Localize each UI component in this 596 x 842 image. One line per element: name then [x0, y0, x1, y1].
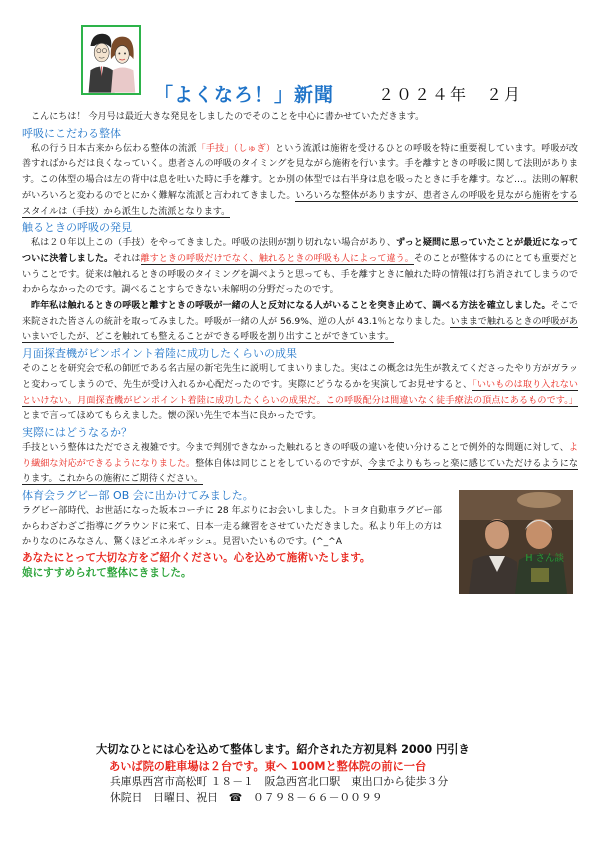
text-run: 私の行う日本古来から伝わる整体の流派: [31, 143, 197, 154]
text-run: という流派は施術を受けるひとの呼吸を特に重要視しています。呼吸が改善すればからだは良くなっていく。患者さんの呼吸のタイミングを見ながら施術を行います。手を離すときの呼吸に関して法則があります。この体型の場合は左の背中は息を吐いた時に手を離す。とか別の体型では右半身は息を吸ったときに手を離す。など…。法則の解釈がいろいろと変わるのでとにかく難解な流派と言われてきました。: [22, 143, 578, 201]
text-run: そのことが整体するのにとても重要だということです。従来は触れるときの呼吸のタイミングを調べようと思っても、手を離すときに触れた時の情報は打ち消されてしまうのでわからなかったのです。調べることすらできない未解明の分野だったのです。: [22, 253, 578, 296]
section-text-rugby: ラグビー部時代、お世話になった坂本コーチに 28 年ぶりにお会いしました。トヨタ自動車ラグビー部からわざわざご指導にグラウンドに来て、日本一走る練習をさせていただきました。私より年上の方はかりなのにみなさん、驚くほどエネルギッシュ。見習いたいものです。(^_^A: [22, 506, 442, 548]
clinic-hours-phone: 休院日 日曜日、祝日 ☎ ０７９８－６６－００９９: [110, 791, 383, 804]
text-run: 私は２０年以上この（手技）をやってきました。呼吸の法則が割り切れない場合があり、: [31, 238, 397, 249]
section-heading-discovery: 触るときの呼吸の発見: [22, 221, 132, 235]
referral-discount: 大切なひとには心を込めて整体します。紹介された方初見料 2000 円引き: [96, 743, 470, 756]
highlight-text: 「手技」（しゅぎ）: [196, 143, 276, 154]
bold-text: ずっと疑問に思っていたことが最近になってついに決着しました。: [22, 238, 578, 264]
section-heading-in-practice: 実際にはどうなるか？: [22, 425, 132, 439]
caricature-couple-icon: [83, 27, 139, 93]
underlined-text: いままで触れるときの呼吸があいまいでしたが、どこを触れても整えることができる呼吸を割り出すことができています。: [22, 316, 578, 343]
highlight-text: 「いいものは取り入れないといけない。月面探査機がピンポイント着陸に成功したくらいの成果だ。この呼吸配分は間違いなく徒手療法の頂点にあるものです。」: [22, 379, 578, 406]
text-run: 手技という整体はただでさえ複雑です。今まで判別できなかった触れるときの呼吸の違いを使い分けることで例外的な問題に対して、: [22, 442, 569, 453]
section-heading-rugby: 体育会ラグビー部 OB 会に出かけてみました。: [22, 489, 254, 503]
highlight-text: 離すときの呼吸だけでなく、触れるときの呼吸も人によって違う。: [140, 253, 414, 264]
underlined-text: いろいろな整体がありますが、患者さんの呼吸を見ながら施術をするスタイルは（手技）から派生した流派となります。: [22, 190, 578, 217]
section-heading-moon-landing: 月面探査機がピンポイント着陸に成功したくらいの成果: [22, 347, 297, 361]
text-run: 整体自体は同じことをしているのですが、: [195, 458, 369, 469]
text-run: とまで言ってほめてもらえました。懐の深い先生で本当に良かったです。: [22, 411, 322, 422]
underlined-text: 今までよりもちっと楽に感じていただけるようになります。これからの施術にご期待ください。: [22, 458, 578, 485]
section-text-moon-landing: [22, 362, 578, 425]
section-text-discovery-2: [22, 299, 578, 346]
clinic-address: 兵庫県西宮市高松町 １８－１ 阪急西宮北口駅 東出口から徒歩３分: [110, 775, 449, 788]
text-run: それは: [113, 253, 141, 264]
section-text-breathing: [22, 142, 578, 221]
highlight-text: より繊細な対応ができるようになりました。: [22, 442, 578, 469]
closing-message: あなたにとって大切な方をご紹介ください。心を込めて施術いたします。: [22, 552, 371, 565]
parking-info: あいば院の駐車場は２台です。東へ 100Mと整体院の前に一台: [109, 760, 427, 773]
text-run: そこで来院された皆さんの統計を取ってみました。呼吸が一緒の人が 56.9%、逆の人が 43.1％となりました。: [22, 301, 578, 327]
section-heading-breathing: 呼吸にこだわる整体: [22, 126, 121, 140]
intro-text: こんにちは！ 今月号は最近大きな発見をしましたのでそのことを中心に書かせていただきます。: [31, 112, 425, 122]
caricature-logo: [81, 25, 141, 95]
section-text-in-practice: [22, 441, 578, 488]
issue-date: ２０２４年 ２月: [378, 85, 523, 104]
testimonial-attribution: H さん談: [525, 553, 564, 565]
newsletter-title: 「よくなろ！」新聞: [154, 84, 335, 106]
section-text-discovery-1: [22, 236, 578, 299]
text-run: そのことを研究会で私の師匠である名古屋の新宅先生に説明してまいりました。実はこの概念は先生が教えてくださったやり方がガラッと変わってしまうので、先生が受け入れるか心配だったのです。実際にどうなるかを実演してお見せすると、: [22, 364, 578, 390]
testimonial-text: 娘にすすめられて整体にきました。: [22, 567, 192, 580]
bold-text: 昨年私は触れるときの呼吸と離すときの呼吸が一緒の人と反対になる人がいることを突き止めて、調べる方法を確立しました。: [31, 301, 551, 312]
rugby-section: [22, 488, 578, 551]
article-body: [22, 110, 578, 581]
